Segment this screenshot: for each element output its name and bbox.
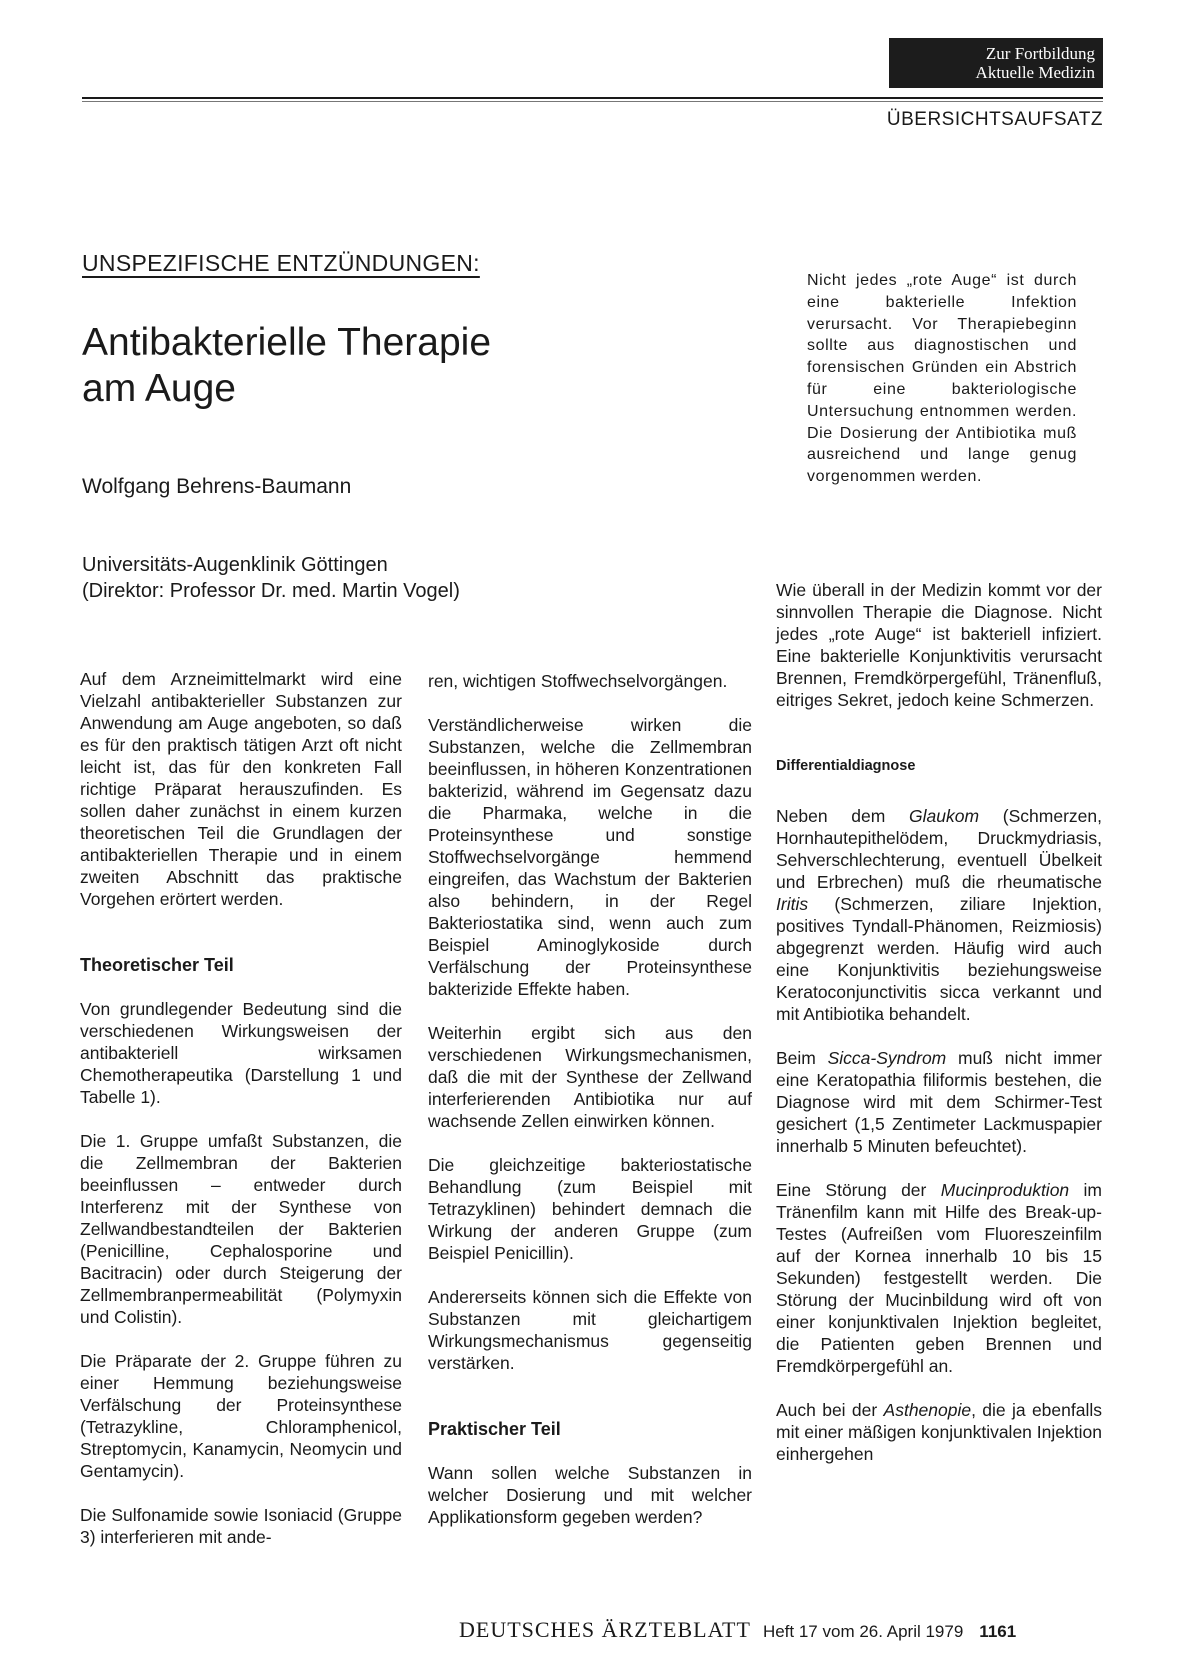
paragraph: Auf dem Arzneimittelmarkt wird eine Vielzahl antibakterieller Substanzen zur Anwendung am Auge angeboten, so daß es für den praktisch tätigen Arzt oft nicht leicht ist, das für den konkreten Fall richtige Präparat herauszufinden. Es sollen daher zunächst in einem kurzen theoretischen Teil die Grundlagen der antibakteriellen Therapie und in einem zweiten Abschnitt das praktische Vorgehen erörtert werden.: [80, 669, 402, 909]
text-run: Beim: [776, 1048, 828, 1068]
paragraph: Verständlicherweise wirken die Substanzen, welche die Zellmembran beeinflussen, in höheren Konzentrationen bakterizid, während im Gegensatz dazu die Pharmaka, welche in die Proteinsynthese und sonstige Stoffwechselvorgänge hemmend eingreifen, das Wachstum der Bakterien also behindern, in der Regel Bakteriostatika sind, wenn auch zum Beispiel Aminoglykoside durch Verfälschung der Proteinsynthese bakterizide Effekte haben.: [428, 715, 752, 999]
text-run: , die ja ebenfalls mit einer mäßigen konjunktivalen Injektion einhergehen: [776, 1400, 1102, 1464]
paragraph: Wie überall in der Medizin kommt vor der sinnvollen Therapie die Diagnose. Nicht jedes „rote Auge“ ist bakteriell infiziert. Eine bakterielle Konjunktivitis verursacht Brennen, Fremdkörpergefühl, Tränenfluß, eitriges Sekret, jedoch keine Schmerzen.: [776, 580, 1102, 710]
paragraph: Wann sollen welche Substanzen in welcher Dosierung und mit welcher Applikationsform gegeben werden?: [428, 1463, 752, 1527]
journal-name: DEUTSCHES ÄRZTEBLATT: [459, 1617, 751, 1642]
article-kicker: UNSPEZIFISCHE ENTZÜNDUNGEN:: [82, 250, 480, 276]
paragraph: [776, 805, 1102, 1025]
text-run: (Schmerzen, Hornhautepithelödem, Druckmydriasis, Sehverschlechterung, eventuell Übelkeit und Erbrechen) muß die rheumatische: [776, 806, 1102, 892]
article-title: [82, 320, 642, 412]
section-heading-differential: Differentialdiagnose: [776, 758, 916, 774]
text-run: muß nicht immer eine Keratopathia filiformis bestehen, die Diagnose wird mit dem Schirmer-Test gesichert (1,5 Zentimeter Lackmuspapier innerhalb 5 Minuten befeuchtet).: [776, 1048, 1103, 1156]
emphasis: Mucinproduktion: [940, 1180, 1070, 1200]
emphasis: Glaukom: [909, 806, 980, 826]
column-2: [428, 670, 752, 1550]
author-name: Wolfgang Behrens-Baumann: [82, 475, 352, 498]
paragraph: Die Sulfonamide sowie Isoniacid (Gruppe 3) interferieren mit ande-: [80, 1505, 402, 1547]
emphasis: Sicca-Syndrom: [827, 1048, 947, 1068]
text-run: (Schmerzen, ziliare Injektion, positives Tyndall-Phänomen, Reizmiosis) abgegrenzt werden. Häufig wird auch eine Konjunktivitis beziehungsweise Keratoconjunctivitis sicca verkannt und mit Antibiotika behandelt.: [776, 894, 1102, 1024]
paragraph: [776, 1179, 1102, 1377]
emphasis: Asthenopie: [883, 1400, 972, 1420]
emphasis: Iritis: [776, 894, 809, 914]
paragraph: ren, wichtigen Stoffwechselvorgängen.: [428, 671, 728, 691]
page-footer: [459, 1617, 1103, 1643]
institution: [82, 552, 460, 604]
rubric-line-2: Aktuelle Medizin: [975, 63, 1095, 82]
text-run: Eine Störung der: [776, 1180, 941, 1200]
institution-line-2: (Direktor: Professor Dr. med. Martin Vogel): [82, 580, 460, 602]
header-rule-thin: [82, 101, 1103, 102]
paragraph: [776, 1399, 1102, 1465]
title-line-2: am Auge: [82, 367, 236, 410]
section-label: ÜBERSICHTSAUFSATZ: [886, 109, 1103, 130]
issue-info: Heft 17 vom 26. April 1979: [762, 1622, 964, 1641]
column-3: [776, 579, 1102, 1487]
paragraph: Die 1. Gruppe umfaßt Substanzen, die die Zellmembran der Bakterien beeinflussen – entweder durch Interferenz mit der Synthese von Zellwandbestandteilen der Bakterien (Penicilline, Cephalosporine und Bacitracin) oder durch Steigerung der Zellmembranpermeabilität (Polymyxin und Colistin).: [80, 1131, 402, 1327]
paragraph: [776, 1047, 1102, 1157]
section-heading-theory: Theoretischer Teil: [80, 955, 234, 975]
page-number: 1161: [979, 1622, 1017, 1641]
paragraph: Weiterhin ergibt sich aus den verschiedenen Wirkungsmechanismen, daß die mit der Synthese der Zellwand interferierenden Antibiotika nur auf wachsende Zellen einwirken können.: [428, 1023, 752, 1131]
rubric-line-1: Zur Fortbildung: [985, 44, 1095, 63]
text-run: im Tränenfilm kann mit Hilfe des Break-up-Testes (Aufreißen vom Fluoreszeinfilm auf der Kornea innerhalb 10 bis 15 Sekunden) festgestellt werden. Die Störung der Mucinbildung wird oft von einer konjunktivalen Injektion begleitet, die Patienten geben Brennen und Fremdkörpergefühl an.: [776, 1180, 1102, 1376]
rubric-badge: [889, 38, 1103, 88]
header-rule: [82, 97, 1103, 99]
institution-line-1: Universitäts-Augenklinik Göttingen: [82, 554, 388, 576]
paragraph: Die Präparate der 2. Gruppe führen zu einer Hemmung beziehungsweise Verfälschung der Proteinsynthese (Tetrazykline, Chloramphenicol, Streptomycin, Kanamycin, Neomycin und Gentamycin).: [80, 1351, 402, 1481]
paragraph: Die gleichzeitige bakteriostatische Behandlung (zum Beispiel mit Tetrazyklinen) behindert demnach die Wirkung der anderen Gruppe (zum Beispiel Penicillin).: [428, 1155, 752, 1263]
section-heading-practice: Praktischer Teil: [428, 1419, 561, 1439]
title-line-1: Antibakterielle Therapie: [82, 321, 492, 364]
text-run: Auch bei der: [776, 1400, 884, 1420]
paragraph: Andererseits können sich die Effekte von Substanzen mit gleichartigem Wirkungsmechanismus gegenseitig verstärken.: [428, 1287, 752, 1373]
abstract: Nicht jedes „rote Auge“ ist durch eine bakterielle Infektion verursacht. Vor Therapiebeginn sollte aus diagnostischen und forensischen Gründen ein Abstrich für eine bakteriologische Untersuchung entnommen werden. Die Dosierung der Antibiotika muß ausreichend und lange genug vorgenommen werden.: [807, 272, 1077, 486]
column-1: [80, 668, 402, 1570]
text-run: Neben dem: [776, 806, 910, 826]
paragraph: Von grundlegender Bedeutung sind die verschiedenen Wirkungsweisen der antibakteriell wirksamen Chemotherapeutika (Darstellung 1 und Tabelle 1).: [80, 999, 402, 1107]
